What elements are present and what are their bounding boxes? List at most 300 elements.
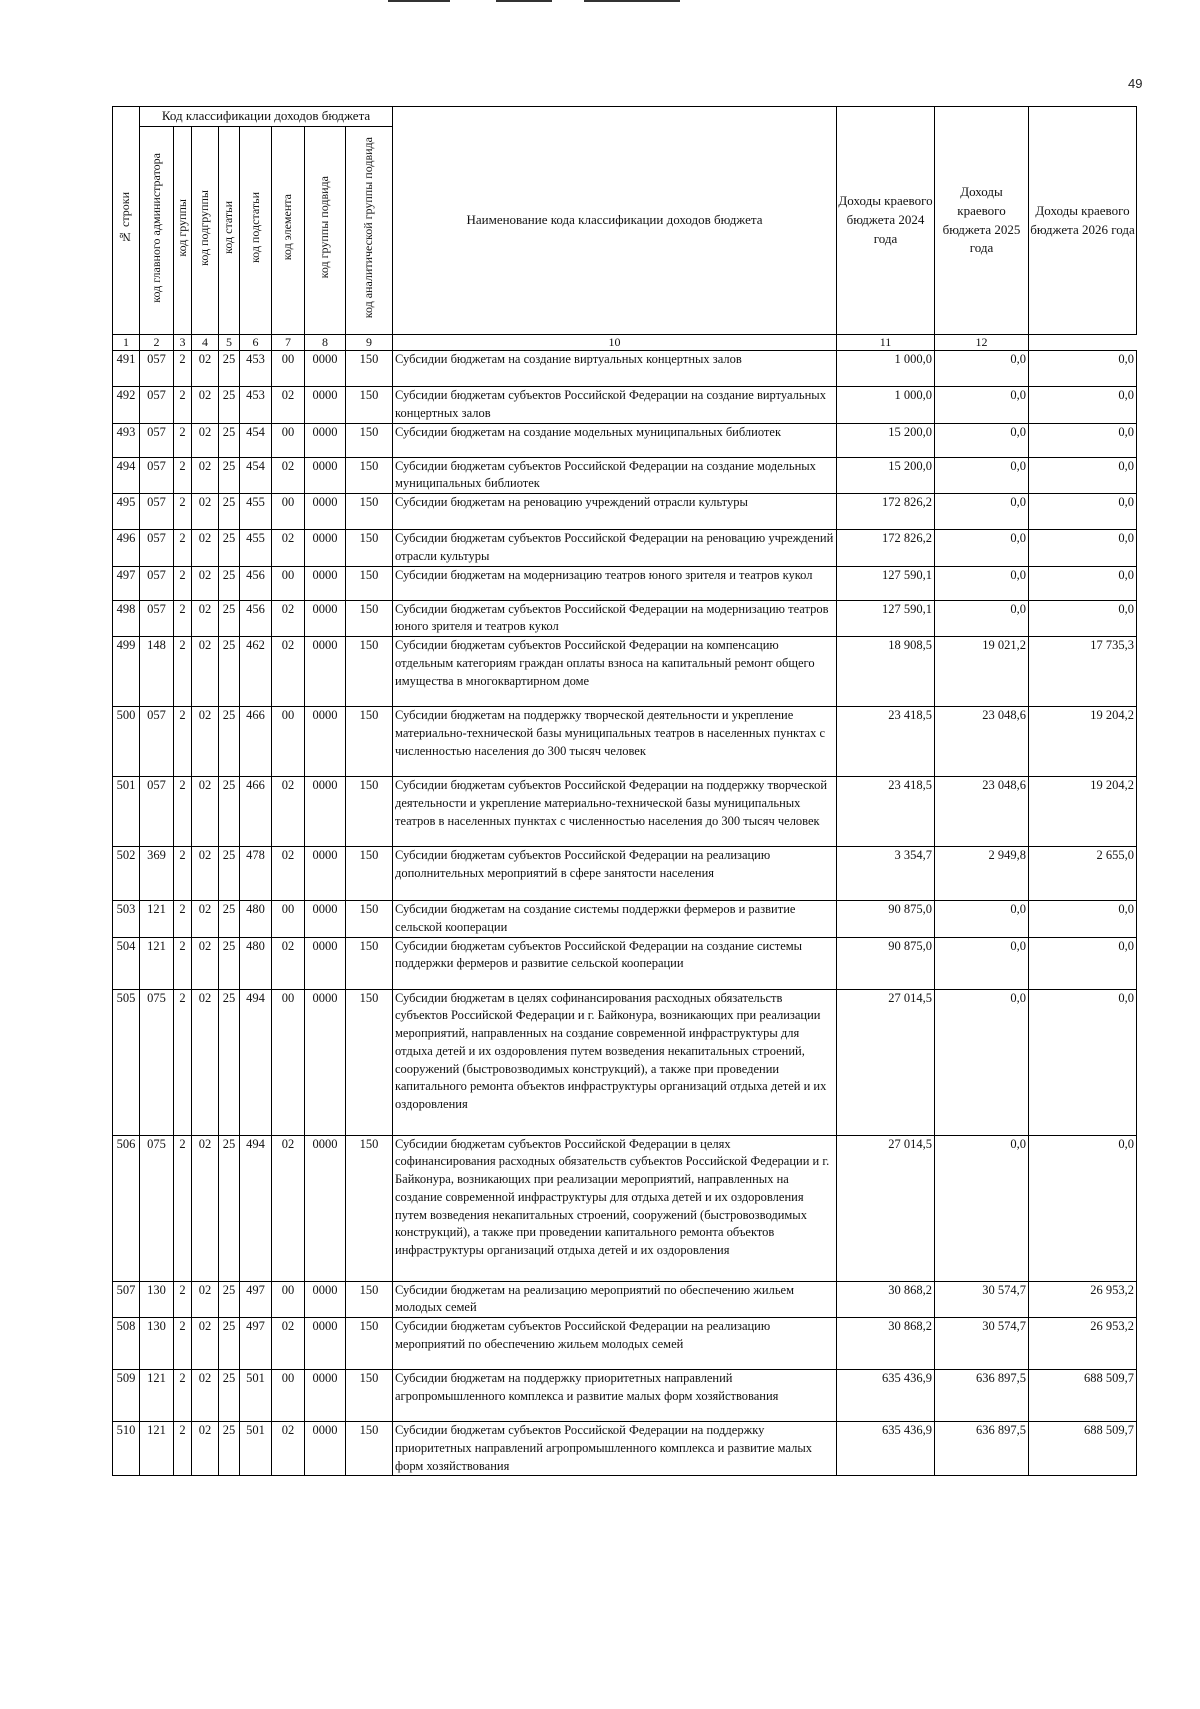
revenue-2025-cell: 0,0 [935,457,1029,494]
subtype-group-code-cell: 0000 [305,1135,346,1281]
table-row [113,387,1137,424]
analytic-group-code-cell: 150 [346,1281,393,1318]
revenue-2024-cell: 18 908,5 [837,637,935,707]
table-body [113,351,1137,1476]
revenue-2026-cell: 26 953,2 [1029,1281,1137,1318]
column-number-row [113,335,1137,351]
table-row [113,351,1137,387]
element-code-cell: 00 [272,494,305,530]
revenue-2025-cell: 0,0 [935,600,1029,637]
table-row [113,600,1137,637]
row-number-cell: 509 [113,1370,140,1422]
row-number-cell: 495 [113,494,140,530]
row-number-cell: 497 [113,566,140,600]
article-code-cell: 25 [219,387,240,424]
subtype-group-code-cell: 0000 [305,637,346,707]
admin-code-cell: 057 [140,566,174,600]
article-code-cell: 25 [219,1318,240,1370]
article-code-cell: 25 [219,637,240,707]
admin-code-cell: 057 [140,457,174,494]
element-code-cell: 02 [272,637,305,707]
admin-code-cell: 057 [140,351,174,387]
table-row [113,566,1137,600]
admin-code-cell: 057 [140,423,174,457]
revenue-2024-cell: 30 868,2 [837,1318,935,1370]
analytic-group-code-cell: 150 [346,600,393,637]
revenue-2026-cell: 0,0 [1029,351,1137,387]
column-number: 12 [935,335,1029,351]
analytic-group-code-cell: 150 [346,423,393,457]
subgroup-code-cell: 02 [192,901,219,938]
subtype-group-code-cell: 0000 [305,937,346,989]
revenue-2026-cell: 0,0 [1029,423,1137,457]
subtype-group-code-cell: 0000 [305,423,346,457]
header-group-code: код группы [174,127,192,335]
revenue-name-cell: Субсидии бюджетам на создание системы поддержки фермеров и развитие сельской кооперации [393,901,837,938]
revenue-name-cell: Субсидии бюджетам субъектов Российской Федерации в целях софинансирования расходных обязательств субъектов Российской Федерации и г. Байконура, возникающих при реализации мероприятий, направленных на создание современной инфраструктуры для отдыха детей и их оздоровления путем возведения некапитальных строений, сооружений (быстровозводимых конструкций), а также при проведении капитального ремонта объектов инфраструктуры организаций отдыха детей и их оздоровления [393,1135,837,1281]
article-code-cell: 25 [219,1422,240,1476]
row-number-cell: 502 [113,847,140,901]
article-code-cell: 25 [219,1370,240,1422]
table-row [113,530,1137,567]
subtype-group-code-cell: 0000 [305,989,346,1135]
subarticle-code-cell: 466 [240,777,272,847]
revenue-2024-cell: 27 014,5 [837,1135,935,1281]
page-number: 49 [1128,76,1143,91]
subarticle-code-cell: 453 [240,351,272,387]
revenue-2024-cell: 127 590,1 [837,600,935,637]
revenue-2024-cell: 90 875,0 [837,901,935,938]
header-row-number: № строки [113,107,140,335]
table-row [113,847,1137,901]
revenue-2024-cell: 15 200,0 [837,457,935,494]
revenue-2026-cell: 0,0 [1029,1135,1137,1281]
subtype-group-code-cell: 0000 [305,1422,346,1476]
revenue-name-cell: Субсидии бюджетам субъектов Российской Федерации на модернизацию театров юного зрителя и театров кукол [393,600,837,637]
subtype-group-code-cell: 0000 [305,1281,346,1318]
subarticle-code-cell: 497 [240,1318,272,1370]
subtype-group-code-cell: 0000 [305,351,346,387]
column-number: 4 [192,335,219,351]
analytic-group-code-cell: 150 [346,637,393,707]
group-code-cell: 2 [174,989,192,1135]
revenue-name-cell: Субсидии бюджетам на создание виртуальных концертных залов [393,351,837,387]
group-code-cell: 2 [174,351,192,387]
subarticle-code-cell: 453 [240,387,272,424]
admin-code-cell: 057 [140,387,174,424]
revenue-name-cell: Субсидии бюджетам субъектов Российской Федерации на реализацию дополнительных мероприятий в сфере занятости населения [393,847,837,901]
subarticle-code-cell: 454 [240,423,272,457]
subtype-group-code-cell: 0000 [305,494,346,530]
analytic-group-code-cell: 150 [346,566,393,600]
revenue-name-cell: Субсидии бюджетам субъектов Российской Федерации на создание модельных муниципальных библиотек [393,457,837,494]
subtype-group-code-cell: 0000 [305,777,346,847]
element-code-cell: 00 [272,351,305,387]
revenue-2026-cell: 0,0 [1029,600,1137,637]
group-code-cell: 2 [174,937,192,989]
element-code-cell: 02 [272,937,305,989]
admin-code-cell: 057 [140,600,174,637]
table-row [113,777,1137,847]
revenue-2026-cell: 26 953,2 [1029,1318,1137,1370]
table-row [113,1370,1137,1422]
revenue-2025-cell: 636 897,5 [935,1370,1029,1422]
row-number-cell: 505 [113,989,140,1135]
column-number: 10 [393,335,837,351]
revenue-2026-cell: 19 204,2 [1029,707,1137,777]
subarticle-code-cell: 455 [240,530,272,567]
element-code-cell: 00 [272,707,305,777]
group-code-cell: 2 [174,1135,192,1281]
revenue-2024-cell: 23 418,5 [837,707,935,777]
subarticle-code-cell: 455 [240,494,272,530]
table-row [113,707,1137,777]
revenue-2026-cell: 688 509,7 [1029,1422,1137,1476]
revenue-2026-cell: 0,0 [1029,530,1137,567]
admin-code-cell: 057 [140,777,174,847]
revenue-2026-cell: 17 735,3 [1029,637,1137,707]
table-row [113,989,1137,1135]
article-code-cell: 25 [219,530,240,567]
header-admin-code: код главного администратора [140,127,174,335]
subarticle-code-cell: 480 [240,901,272,938]
row-number-cell: 503 [113,901,140,938]
subtype-group-code-cell: 0000 [305,457,346,494]
admin-code-cell: 075 [140,989,174,1135]
subarticle-code-cell: 478 [240,847,272,901]
group-code-cell: 2 [174,1370,192,1422]
header-analytic-group-code: код аналитической группы подвида [346,127,393,335]
group-code-cell: 2 [174,637,192,707]
subarticle-code-cell: 480 [240,937,272,989]
column-number: 2 [140,335,174,351]
revenue-2024-cell: 30 868,2 [837,1281,935,1318]
admin-code-cell: 075 [140,1135,174,1281]
article-code-cell: 25 [219,937,240,989]
subgroup-code-cell: 02 [192,566,219,600]
subtype-group-code-cell: 0000 [305,707,346,777]
table-row [113,423,1137,457]
subarticle-code-cell: 497 [240,1281,272,1318]
subgroup-code-cell: 02 [192,989,219,1135]
group-code-cell: 2 [174,457,192,494]
row-number-cell: 498 [113,600,140,637]
header-classification-group: Код классификации доходов бюджета [140,107,393,127]
header-name: Наименование кода классификации доходов бюджета [393,107,837,335]
article-code-cell: 25 [219,351,240,387]
header-revenue-2024: Доходы краевого бюджета 2024 года [837,107,935,335]
row-number-cell: 506 [113,1135,140,1281]
article-code-cell: 25 [219,847,240,901]
subgroup-code-cell: 02 [192,387,219,424]
article-code-cell: 25 [219,1281,240,1318]
header-element-code: код элемента [272,127,305,335]
element-code-cell: 02 [272,530,305,567]
element-code-cell: 00 [272,989,305,1135]
row-number-cell: 501 [113,777,140,847]
subtype-group-code-cell: 0000 [305,387,346,424]
revenue-2024-cell: 635 436,9 [837,1370,935,1422]
revenue-2025-cell: 19 021,2 [935,637,1029,707]
group-code-cell: 2 [174,566,192,600]
revenue-name-cell: Субсидии бюджетам на создание модельных муниципальных библиотек [393,423,837,457]
revenue-2025-cell: 30 574,7 [935,1281,1029,1318]
group-code-cell: 2 [174,1281,192,1318]
element-code-cell: 02 [272,457,305,494]
admin-code-cell: 369 [140,847,174,901]
element-code-cell: 02 [272,847,305,901]
row-number-cell: 491 [113,351,140,387]
subgroup-code-cell: 02 [192,423,219,457]
revenue-2025-cell: 0,0 [935,989,1029,1135]
element-code-cell: 02 [272,777,305,847]
group-code-cell: 2 [174,530,192,567]
row-number-cell: 492 [113,387,140,424]
group-code-cell: 2 [174,707,192,777]
admin-code-cell: 057 [140,530,174,567]
revenue-2024-cell: 3 354,7 [837,847,935,901]
revenue-2026-cell: 0,0 [1029,901,1137,938]
admin-code-cell: 148 [140,637,174,707]
article-code-cell: 25 [219,707,240,777]
analytic-group-code-cell: 150 [346,707,393,777]
admin-code-cell: 121 [140,901,174,938]
revenue-2024-cell: 1 000,0 [837,387,935,424]
subgroup-code-cell: 02 [192,351,219,387]
revenue-2024-cell: 127 590,1 [837,566,935,600]
subtype-group-code-cell: 0000 [305,1370,346,1422]
analytic-group-code-cell: 150 [346,530,393,567]
subtype-group-code-cell: 0000 [305,847,346,901]
subgroup-code-cell: 02 [192,937,219,989]
subtype-group-code-cell: 0000 [305,901,346,938]
revenue-name-cell: Субсидии бюджетам субъектов Российской Федерации на поддержку приоритетных направлений агропромышленного комплекса и развитие малых форм хозяйствования [393,1422,837,1476]
revenue-2026-cell: 19 204,2 [1029,777,1137,847]
column-number: 5 [219,335,240,351]
subarticle-code-cell: 462 [240,637,272,707]
scan-mark [388,0,450,2]
admin-code-cell: 121 [140,1422,174,1476]
analytic-group-code-cell: 150 [346,1370,393,1422]
row-number-cell: 504 [113,937,140,989]
subgroup-code-cell: 02 [192,1281,219,1318]
revenue-2024-cell: 1 000,0 [837,351,935,387]
article-code-cell: 25 [219,1135,240,1281]
column-number: 7 [272,335,305,351]
subtype-group-code-cell: 0000 [305,1318,346,1370]
subarticle-code-cell: 456 [240,600,272,637]
article-code-cell: 25 [219,901,240,938]
revenue-name-cell: Субсидии бюджетам субъектов Российской Федерации на создание системы поддержки фермеров и развитие сельской кооперации [393,937,837,989]
subgroup-code-cell: 02 [192,847,219,901]
column-number: 8 [305,335,346,351]
revenue-2025-cell: 0,0 [935,937,1029,989]
subtype-group-code-cell: 0000 [305,600,346,637]
header-subarticle-code: код подстатьи [240,127,272,335]
row-number-cell: 496 [113,530,140,567]
subgroup-code-cell: 02 [192,777,219,847]
subgroup-code-cell: 02 [192,1370,219,1422]
header-subtype-group-code: код группы подвида [305,127,346,335]
admin-code-cell: 121 [140,1370,174,1422]
revenue-name-cell: Субсидии бюджетам субъектов Российской Федерации на поддержку творческой деятельности и укрепление материально-технической базы муниципальных театров в населенных пунктах с численностью населения до 300 тысяч человек [393,777,837,847]
element-code-cell: 02 [272,1422,305,1476]
revenue-2025-cell: 2 949,8 [935,847,1029,901]
article-code-cell: 25 [219,600,240,637]
analytic-group-code-cell: 150 [346,901,393,938]
row-number-cell: 499 [113,637,140,707]
revenue-2025-cell: 0,0 [935,530,1029,567]
article-code-cell: 25 [219,777,240,847]
element-code-cell: 02 [272,1318,305,1370]
column-number: 11 [837,335,935,351]
admin-code-cell: 057 [140,707,174,777]
table-row [113,1281,1137,1318]
revenue-2026-cell: 0,0 [1029,566,1137,600]
article-code-cell: 25 [219,989,240,1135]
table-row [113,1135,1137,1281]
table-row [113,1422,1137,1476]
subgroup-code-cell: 02 [192,494,219,530]
subgroup-code-cell: 02 [192,457,219,494]
column-number: 3 [174,335,192,351]
revenue-2026-cell: 0,0 [1029,387,1137,424]
analytic-group-code-cell: 150 [346,457,393,494]
row-number-cell: 493 [113,423,140,457]
revenue-2025-cell: 0,0 [935,494,1029,530]
revenue-2024-cell: 27 014,5 [837,989,935,1135]
revenue-name-cell: Субсидии бюджетам в целях софинансирования расходных обязательств субъектов Российской Федерации и г. Байконура, возникающих при реализации мероприятий, направленных на создание современной инфраструктуры для отдыха детей и их оздоровления путем возведения некапитальных строений, сооружений (быстровозводимых конструкций), а также при проведении капитального ремонта объектов инфраструктуры организаций отдыха детей и их оздоровления [393,989,837,1135]
element-code-cell: 00 [272,1281,305,1318]
admin-code-cell: 121 [140,937,174,989]
header-revenue-2026: Доходы краевого бюджета 2026 года [1029,107,1137,335]
column-number: 1 [113,335,140,351]
row-number-cell: 508 [113,1318,140,1370]
row-number-cell: 510 [113,1422,140,1476]
element-code-cell: 02 [272,1135,305,1281]
revenue-name-cell: Субсидии бюджетам на реновацию учреждений отрасли культуры [393,494,837,530]
table-row [113,937,1137,989]
analytic-group-code-cell: 150 [346,847,393,901]
subgroup-code-cell: 02 [192,600,219,637]
subarticle-code-cell: 501 [240,1370,272,1422]
group-code-cell: 2 [174,1318,192,1370]
subgroup-code-cell: 02 [192,1318,219,1370]
admin-code-cell: 130 [140,1281,174,1318]
revenue-name-cell: Субсидии бюджетам на модернизацию театров юного зрителя и театров кукол [393,566,837,600]
row-number-cell: 500 [113,707,140,777]
revenue-2024-cell: 90 875,0 [837,937,935,989]
subgroup-code-cell: 02 [192,637,219,707]
revenue-2025-cell: 30 574,7 [935,1318,1029,1370]
subgroup-code-cell: 02 [192,1135,219,1281]
column-number: 6 [240,335,272,351]
revenue-2025-cell: 0,0 [935,387,1029,424]
revenue-2026-cell: 0,0 [1029,494,1137,530]
subarticle-code-cell: 501 [240,1422,272,1476]
subarticle-code-cell: 494 [240,989,272,1135]
revenue-name-cell: Субсидии бюджетам субъектов Российской Федерации на реализацию мероприятий по обеспечению жильем молодых семей [393,1318,837,1370]
analytic-group-code-cell: 150 [346,1422,393,1476]
group-code-cell: 2 [174,777,192,847]
revenue-name-cell: Субсидии бюджетам на реализацию мероприятий по обеспечению жильем молодых семей [393,1281,837,1318]
analytic-group-code-cell: 150 [346,494,393,530]
revenue-2026-cell: 2 655,0 [1029,847,1137,901]
analytic-group-code-cell: 150 [346,1318,393,1370]
element-code-cell: 00 [272,423,305,457]
header-article-code: код статьи [219,127,240,335]
revenue-2025-cell: 0,0 [935,566,1029,600]
revenue-2024-cell: 23 418,5 [837,777,935,847]
revenue-2025-cell: 0,0 [935,1135,1029,1281]
article-code-cell: 25 [219,566,240,600]
analytic-group-code-cell: 150 [346,989,393,1135]
revenue-2026-cell: 0,0 [1029,989,1137,1135]
row-number-cell: 507 [113,1281,140,1318]
analytic-group-code-cell: 150 [346,387,393,424]
revenue-2026-cell: 688 509,7 [1029,1370,1137,1422]
scan-mark [496,0,552,2]
group-code-cell: 2 [174,600,192,637]
revenue-2024-cell: 15 200,0 [837,423,935,457]
table-row [113,457,1137,494]
subtype-group-code-cell: 0000 [305,530,346,567]
revenue-2024-cell: 635 436,9 [837,1422,935,1476]
group-code-cell: 2 [174,1422,192,1476]
group-code-cell: 2 [174,901,192,938]
table-row [113,901,1137,938]
subarticle-code-cell: 494 [240,1135,272,1281]
group-code-cell: 2 [174,847,192,901]
revenue-2025-cell: 23 048,6 [935,707,1029,777]
element-code-cell: 00 [272,566,305,600]
subarticle-code-cell: 456 [240,566,272,600]
revenue-2025-cell: 23 048,6 [935,777,1029,847]
revenue-2024-cell: 172 826,2 [837,530,935,567]
revenue-2025-cell: 0,0 [935,423,1029,457]
revenue-2025-cell: 0,0 [935,351,1029,387]
subarticle-code-cell: 466 [240,707,272,777]
header-revenue-2025: Доходы краевого бюджета 2025 года [935,107,1029,335]
article-code-cell: 25 [219,494,240,530]
analytic-group-code-cell: 150 [346,351,393,387]
analytic-group-code-cell: 150 [346,777,393,847]
revenue-name-cell: Субсидии бюджетам субъектов Российской Федерации на компенсацию отдельным категориям граждан оплаты взноса на капитальный ремонт общего имущества в многоквартирном доме [393,637,837,707]
analytic-group-code-cell: 150 [346,937,393,989]
revenue-name-cell: Субсидии бюджетам на поддержку творческой деятельности и укрепление материально-технической базы муниципальных театров в населенных пунктах с численностью населения до 300 тысяч человек [393,707,837,777]
article-code-cell: 25 [219,457,240,494]
table-row [113,637,1137,707]
budget-revenue-table [112,106,1137,1476]
subarticle-code-cell: 454 [240,457,272,494]
group-code-cell: 2 [174,423,192,457]
article-code-cell: 25 [219,423,240,457]
revenue-name-cell: Субсидии бюджетам субъектов Российской Федерации на реновацию учреждений отрасли культуры [393,530,837,567]
row-number-cell: 494 [113,457,140,494]
revenue-2025-cell: 636 897,5 [935,1422,1029,1476]
subgroup-code-cell: 02 [192,707,219,777]
revenue-2024-cell: 172 826,2 [837,494,935,530]
element-code-cell: 00 [272,1370,305,1422]
table-row [113,494,1137,530]
revenue-name-cell: Субсидии бюджетам на поддержку приоритетных направлений агропромышленного комплекса и развитие малых форм хозяйствования [393,1370,837,1422]
revenue-name-cell: Субсидии бюджетам субъектов Российской Федерации на создание виртуальных концертных залов [393,387,837,424]
element-code-cell: 02 [272,600,305,637]
subgroup-code-cell: 02 [192,1422,219,1476]
admin-code-cell: 130 [140,1318,174,1370]
analytic-group-code-cell: 150 [346,1135,393,1281]
header-subgroup-code: код подгруппы [192,127,219,335]
